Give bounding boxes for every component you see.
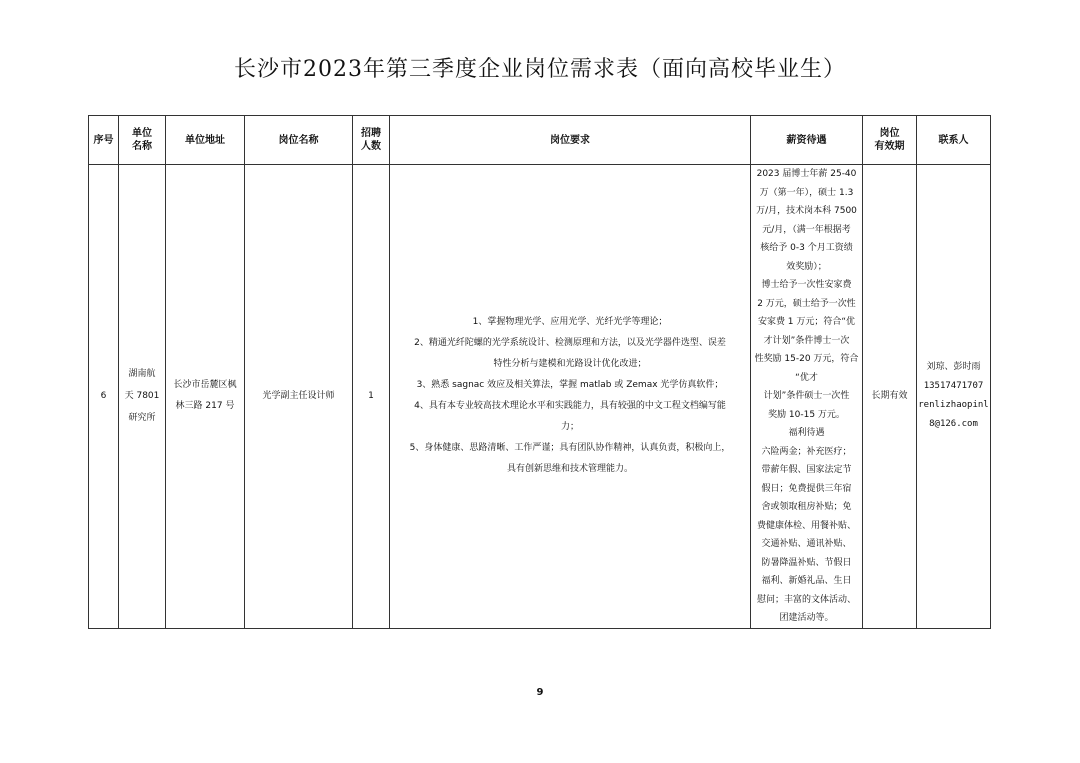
header-address: 单位地址 [166, 116, 245, 165]
salary-line: 效奖励）； [786, 261, 827, 272]
requirement-line: 3、熟悉 sagnac 效应及相关算法，掌握 matlab 或 Zemax 光学仿真软件； [416, 380, 724, 391]
header-unit-name-line2: 名称 [132, 141, 152, 152]
salary-line: 舍或领取租房补贴；免 [761, 502, 852, 512]
salary-line: 慰问；丰富的文体活动、 [756, 594, 856, 605]
header-unit-name-line1: 单位 [132, 128, 152, 139]
header-recruit-count [353, 116, 390, 165]
table-row [89, 165, 991, 629]
requirement-line: 1、掌握物理光学、应用光学、光纤光学等理论； [472, 317, 668, 328]
contact-email-line: renlizhaopinl [918, 400, 989, 411]
salary-line: 费健康体检、用餐补贴、 [756, 520, 856, 531]
header-unit-name [119, 116, 166, 165]
unit-name-line: 湖南航 [128, 369, 156, 380]
address-line: 长沙市岳麓区枫 [173, 380, 237, 391]
salary-line: 计划”条件硕士一次性 [763, 391, 850, 401]
requirement-line: 5、身体健康、思路清晰、工作严谨；具有团队协作精神，认真负责，积极向上， [409, 443, 731, 454]
cell-unit-name [119, 165, 166, 629]
header-validity-line1: 岗位 [879, 128, 900, 139]
salary-line: 六险两金；补充医疗； [761, 446, 852, 457]
cell-position: 光学副主任设计师 [245, 165, 353, 629]
cell-requirements [390, 165, 751, 629]
salary-line: 元/月，（满一年根据考 [762, 224, 851, 235]
cell-contact [917, 165, 991, 629]
requirement-line: 4、具有本专业较高技术理论水平和实践能力，具有较强的中文工程文档编写能 [414, 401, 726, 412]
requirement-line: 特性分析与建模和光路设计优化改进； [493, 359, 647, 370]
address-line: 林三路 217 号 [175, 401, 235, 412]
salary-line: 核给予 0-3 个月工资绩 [760, 243, 853, 253]
salary-line: 假日；免费提供三年宿 [761, 483, 852, 494]
salary-line: 万（第一年），硕士 1.3 [759, 187, 854, 198]
salary-line: 博士给予一次性安家费 [761, 280, 852, 290]
salary-line: 奖励 10-15 万元。 [768, 409, 845, 420]
salary-line: 交通补贴、通讯补贴、 [761, 539, 852, 549]
cell-address [166, 165, 245, 629]
salary-line: “优才 [795, 372, 818, 383]
table-header-row [89, 116, 991, 165]
header-recruit-line2: 人数 [361, 141, 381, 152]
salary-line: 安家费 1 万元；符合“优 [757, 317, 856, 327]
salary-line: 2023 届博士年薪 25-40 [756, 169, 857, 179]
header-contact: 联系人 [917, 116, 991, 165]
salary-line: 福利、新婚礼品、生日 [761, 576, 852, 586]
contact-phone: 13517471707 [923, 381, 984, 392]
salary-line: 防暑降温补贴、节假日 [761, 557, 852, 568]
unit-name-line: 天 7801 [124, 391, 160, 402]
header-requirements: 岗位要求 [390, 116, 751, 165]
page-number: 9 [536, 687, 544, 698]
requirement-line: 具有创新思维和技术管理能力。 [506, 464, 633, 475]
salary-line: 团建活动等。 [779, 613, 834, 623]
page-title: 长沙市2023年第三季度企业岗位需求表（面向高校毕业生） [234, 57, 846, 82]
contact-email-line: 8@126.com [929, 419, 978, 430]
header-validity [863, 116, 917, 165]
header-recruit-line1: 招聘 [361, 128, 381, 139]
job-demand-table [88, 115, 991, 629]
requirement-line: 力； [560, 422, 579, 433]
requirement-line: 2、精通光纤陀螺的光学系统设计、检测原理和方法，以及光学器件选型、误差 [414, 338, 726, 349]
header-seq: 序号 [89, 116, 119, 165]
cell-validity: 长期有效 [863, 165, 917, 629]
salary-line: 性奖励 15-20 万元，符合 [754, 354, 859, 364]
unit-name-line: 研究所 [128, 413, 156, 424]
salary-line: 2 万元，硕士给予一次性 [757, 298, 856, 309]
salary-line: 福利待遇 [788, 428, 825, 438]
contact-line: 刘琼、彭时雨 [926, 362, 981, 373]
cell-seq: 6 [89, 165, 119, 629]
salary-line: 带薪年假、国家法定节 [761, 465, 852, 475]
header-position: 岗位名称 [245, 116, 353, 165]
header-salary: 薪资待遇 [751, 116, 863, 165]
header-validity-line2: 有效期 [874, 141, 905, 152]
salary-line: 万/月，技术岗本科 7500 [756, 206, 857, 216]
salary-line: 才计划”条件博士一次 [763, 335, 850, 346]
cell-salary [751, 165, 863, 629]
cell-count: 1 [353, 165, 390, 629]
